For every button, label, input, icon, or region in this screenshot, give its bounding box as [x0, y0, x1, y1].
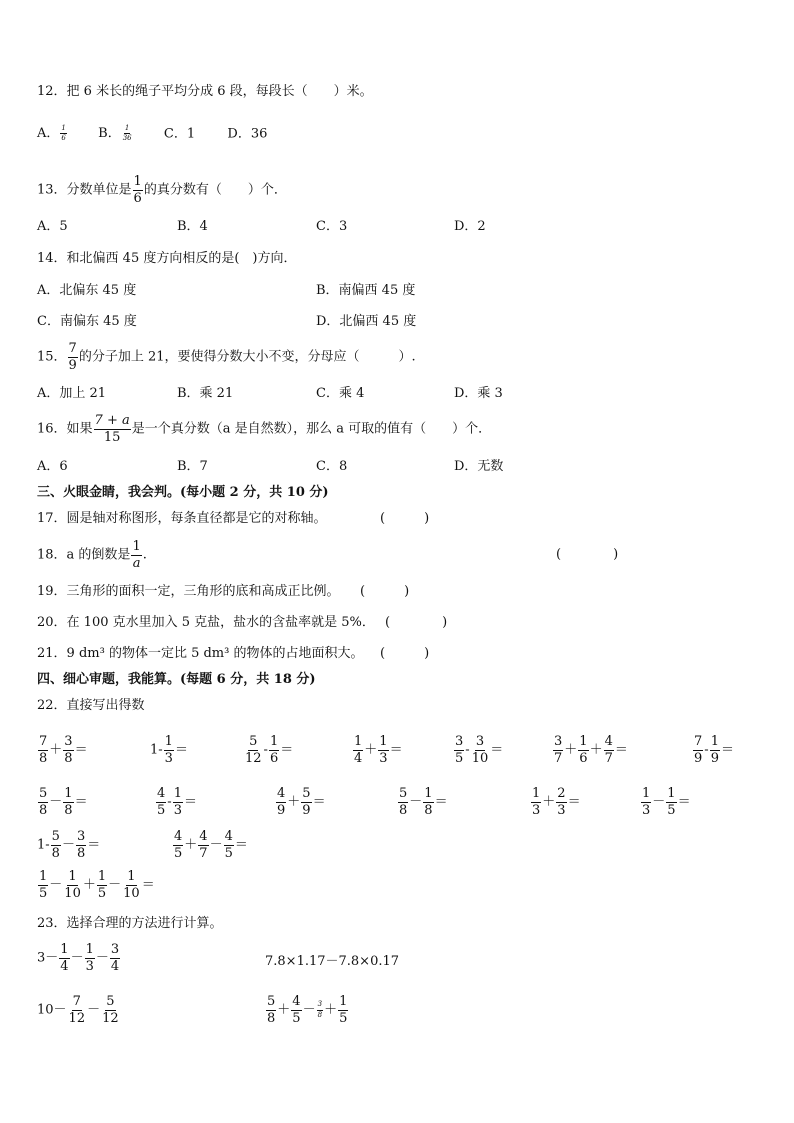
q12-options — [37, 125, 267, 143]
q20-text: 20．在 100 克水里加入 5 克盐，盐水的含盐率就是 5%． — [37, 615, 375, 630]
q19-answer-blank[interactable]: ( ) — [360, 584, 410, 599]
q14-option-c[interactable]: C．南偏东 45 度 — [37, 314, 137, 329]
fraction: $\frac{4}{9}$ — [277, 786, 286, 818]
math-expression — [530, 787, 581, 817]
q18-text: 18．a 的倒数是 $\frac{1}{a}$ . — [37, 539, 147, 571]
math-expression — [275, 787, 326, 817]
math-operator: ＝ — [74, 742, 88, 758]
q12-option-c[interactable]: C．1 — [163, 126, 196, 142]
math-operator: － — [302, 1002, 316, 1018]
math-expression — [453, 735, 503, 765]
math-operator: ＝ — [74, 794, 88, 810]
q14-stem: 14．和北偏西 45 度方向相反的是( )方向． — [37, 251, 297, 266]
math-operator: ＝ — [720, 742, 734, 758]
math-operator: ＝ — [87, 837, 101, 853]
math-expression — [172, 830, 248, 860]
fraction: $\frac{3}{8}$ — [76, 829, 86, 861]
math-operator: － — [108, 877, 122, 893]
math-operator: - — [465, 742, 470, 758]
fraction: $\frac{1}{a}$ — [132, 539, 141, 571]
fraction: $\frac{1}{3}$ — [642, 786, 651, 818]
section-4-heading: 四、细心审题，我能算。(每题 6 分，共 18 分) — [37, 672, 316, 687]
q12-stem: 12．把 6 米长的绳子平均分成 6 段，每段长（ ）米。 — [37, 84, 373, 99]
math-expression — [37, 995, 121, 1025]
q14-option-b[interactable]: B．南偏西 45 度 — [316, 283, 416, 298]
math-expression — [37, 787, 88, 817]
math-operator: ＝ — [614, 742, 628, 758]
math-expression — [37, 735, 88, 765]
fraction: $\frac{1}{6}$ — [269, 734, 279, 766]
fraction: $\frac{5}{8}$ — [39, 786, 48, 818]
q12-option-a[interactable]: A． $\frac{1}{6}$ — [37, 124, 66, 143]
fraction: $\frac{3}{7}$ — [554, 734, 563, 766]
math-operator: ＋ — [564, 742, 578, 758]
fraction: $\frac{1}{10}$ — [123, 869, 140, 901]
math-expression — [265, 995, 349, 1025]
math-operator: － — [409, 794, 423, 810]
fraction: $\frac{1}{6}$ — [579, 734, 588, 766]
math-expression — [37, 830, 100, 860]
fraction: $\frac{4}{7}$ — [199, 829, 208, 861]
q21-answer-blank[interactable]: ( ) — [380, 646, 430, 661]
math-operator: 7.8×1.17－7.8×0.17 — [265, 954, 400, 969]
math-operator: － — [95, 950, 109, 966]
q16-option-d[interactable]: D．无数 — [454, 459, 504, 474]
section-3-heading: 三、火眼金睛，我会判。(每小题 2 分，共 10 分) — [37, 485, 329, 500]
math-operator: 10－ — [37, 1002, 67, 1018]
q12-option-b[interactable]: B． $\frac{1}{36}$ — [98, 124, 132, 143]
math-expression — [640, 787, 691, 817]
q15-option-a[interactable]: A．加上 21 — [37, 386, 107, 401]
math-operator: ＝ — [567, 794, 581, 810]
fraction: $\frac{4}{5}$ — [292, 994, 301, 1026]
math-operator: － — [209, 837, 223, 853]
fraction: $\frac{1}{8}$ — [424, 786, 433, 818]
math-operator: ＝ — [389, 742, 403, 758]
fraction: $\frac{7}{9}$ — [68, 341, 77, 373]
math-expression — [552, 735, 628, 765]
math-operator: － — [49, 794, 63, 810]
q16-option-b[interactable]: B．7 — [177, 459, 208, 474]
fraction: $\frac{3}{5}$ — [455, 734, 464, 766]
fraction: $\frac{5}{8}$ — [399, 786, 408, 818]
fraction: $\frac{5}{12}$ — [102, 994, 119, 1026]
math-operator: ＋ — [277, 1002, 291, 1018]
q14-option-a[interactable]: A．北偏东 45 度 — [37, 283, 137, 298]
fraction: $\frac{1}{3}$ — [173, 786, 182, 818]
q15-option-b[interactable]: B．乘 21 — [177, 386, 234, 401]
fraction: $\frac{7}{8}$ — [39, 734, 48, 766]
fraction: $\frac{1}{3}$ — [164, 734, 173, 766]
q18-answer-blank[interactable]: ( ) — [556, 547, 619, 562]
q13-option-c[interactable]: C．3 — [316, 219, 348, 234]
fraction: $\frac{7}{12}$ — [68, 994, 86, 1026]
math-operator: － — [70, 950, 84, 966]
fraction: $\frac{1}{9}$ — [710, 734, 719, 766]
q15-stem: 15． $\frac{7}{9}$ 的分子加上 21，要使得分数大小不变，分母应（ ）. — [37, 341, 416, 373]
fraction: $\frac{2}{3}$ — [557, 786, 566, 818]
q15-option-d[interactable]: D．乘 3 — [454, 386, 503, 401]
q13-stem: 13．分数单位是 $\frac{1}{6}$ 的真分数有（ ）个． — [37, 174, 287, 206]
q17-answer-blank[interactable]: ( ) — [380, 511, 430, 526]
fraction: $\frac{4}{7}$ — [604, 734, 613, 766]
q21-text: 21．9 dm³ 的物体一定比 5 dm³ 的物体的占地面积大。 — [37, 646, 364, 661]
q13-option-a[interactable]: A．5 — [37, 219, 68, 234]
fraction: $\frac{4}{5}$ — [174, 829, 183, 861]
math-operator: ＝ — [312, 794, 326, 810]
fraction: $\frac{1}{5}$ — [339, 994, 348, 1026]
fraction: $\frac{1}{6}$ — [133, 174, 142, 206]
q13-option-d[interactable]: D．2 — [454, 219, 486, 234]
math-operator: ＋ — [49, 742, 63, 758]
math-operator: 1- — [37, 837, 50, 853]
math-operator: ＋ — [184, 837, 198, 853]
math-expression — [352, 735, 403, 765]
fraction: $\frac{1}{3}$ — [379, 734, 388, 766]
math-expression — [243, 735, 293, 765]
fraction: $\frac{3}{4}$ — [110, 942, 120, 974]
math-operator: ＝ — [280, 742, 294, 758]
math-operator: ＋ — [589, 742, 603, 758]
math-expression — [150, 735, 188, 765]
fraction: $\frac{1}{6}$ — [61, 124, 66, 143]
math-expression — [397, 787, 448, 817]
fraction: $\frac{1}{5}$ — [667, 786, 676, 818]
math-operator: ＝ — [434, 794, 448, 810]
q20-answer-blank[interactable]: ( ) — [385, 615, 448, 630]
q17-text: 17．圆是轴对称图形，每条直径都是它的对称轴。 — [37, 511, 327, 526]
fraction: $\frac{7}{9}$ — [694, 734, 703, 766]
q13-option-b[interactable]: B．4 — [177, 219, 208, 234]
math-operator: ＋ — [542, 794, 556, 810]
q12-option-d[interactable]: D．36 — [227, 126, 268, 142]
fraction: $\frac{4}{5}$ — [224, 829, 233, 861]
fraction: $\frac{1}{8}$ — [64, 786, 73, 818]
fraction: $\frac{1}{3}$ — [85, 942, 94, 974]
math-operator: ＋ — [364, 742, 378, 758]
fraction: $\frac{5}{8}$ — [51, 829, 60, 861]
fraction: $\frac{3}{8}$ — [64, 734, 73, 766]
q23-stem: 23．选择合理的方法进行计算。 — [37, 916, 223, 931]
fraction: $\frac{7 + a}{15}$ — [94, 413, 130, 445]
math-expression — [692, 735, 734, 765]
math-operator: ＝ — [234, 837, 248, 853]
math-expression — [155, 787, 197, 817]
math-operator: ＋ — [324, 1002, 338, 1018]
fraction: $\frac{1}{4}$ — [60, 942, 69, 974]
q15-option-c[interactable]: C．乘 4 — [316, 386, 365, 401]
fraction: $\frac{1}{4}$ — [354, 734, 363, 766]
fraction: $\frac{1}{5}$ — [97, 869, 107, 901]
fraction: $\frac{1}{3}$ — [532, 786, 541, 818]
math-operator: - — [263, 742, 268, 758]
math-expression — [37, 943, 121, 973]
q16-option-c[interactable]: C．8 — [316, 459, 348, 474]
math-operator: － — [87, 1002, 101, 1018]
fraction: $\frac{5}{9}$ — [302, 786, 311, 818]
fraction: $\frac{1}{10}$ — [64, 869, 81, 901]
math-operator: - — [704, 742, 709, 758]
math-operator: ＝ — [141, 877, 155, 893]
q22-stem: 22．直接写出得数 — [37, 698, 145, 713]
q16-stem: 16．如果 $\frac{7 + a}{15}$ 是一个真分数（a 是自然数），那么 a 可取的值有（ ）个． — [37, 413, 492, 445]
math-operator: ＋ — [287, 794, 301, 810]
fraction: $\frac{5}{8}$ — [267, 994, 276, 1026]
math-operator: ＝ — [174, 742, 188, 758]
math-expression — [37, 870, 155, 900]
math-operator: － — [49, 877, 63, 893]
math-operator: ＝ — [677, 794, 691, 810]
math-operator: - — [167, 794, 172, 810]
fraction: $\frac{5}{12}$ — [245, 734, 262, 766]
q14-option-d[interactable]: D．北偏西 45 度 — [316, 314, 417, 329]
fraction: $\frac{4}{5}$ — [157, 786, 166, 818]
fraction: $\frac{3}{10}$ — [471, 734, 489, 766]
math-operator: ＝ — [490, 742, 504, 758]
fraction: $\frac{1}{5}$ — [39, 869, 48, 901]
math-operator: ＋ — [82, 877, 96, 893]
math-operator: － — [652, 794, 666, 810]
math-operator: ＝ — [183, 794, 197, 810]
fraction: $\frac{1}{36}$ — [122, 124, 132, 143]
math-operator: 1- — [150, 742, 163, 758]
math-expression — [265, 955, 399, 968]
math-operator: － — [61, 837, 75, 853]
fraction: $\frac{3}{8}$ — [317, 1000, 323, 1019]
q19-text: 19．三角形的面积一定，三角形的底和高成正比例。 — [37, 584, 340, 599]
math-operator: 3－ — [37, 950, 59, 966]
q16-option-a[interactable]: A．6 — [37, 459, 68, 474]
